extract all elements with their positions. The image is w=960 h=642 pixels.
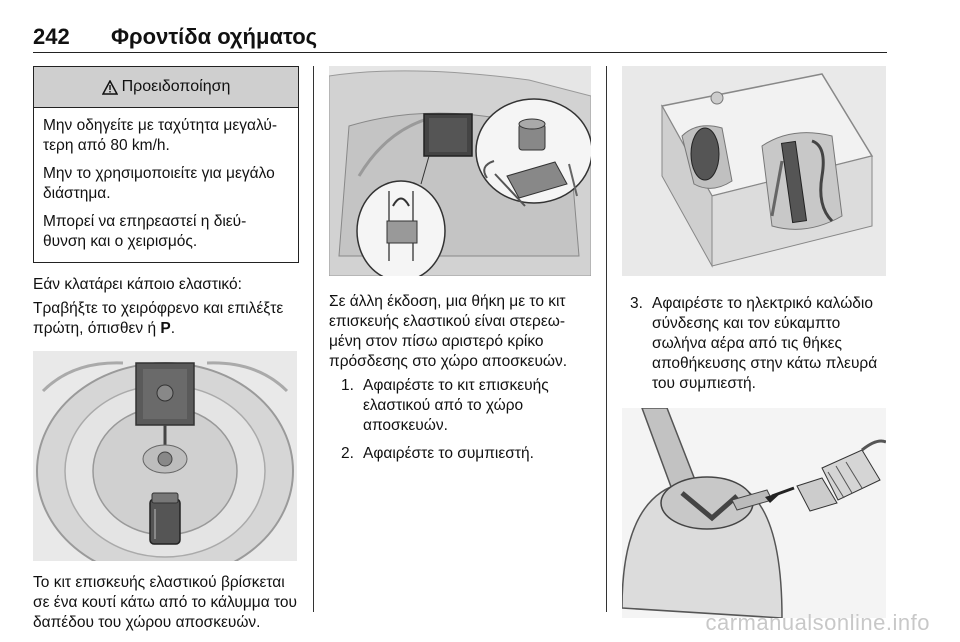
step-number: 3. [630, 295, 643, 312]
alt-version-paragraph: Σε άλλη έκδοση, μια θήκη με το κιτ επισκευής ελαστικού είναι στερεω- μένη στον πίσω αριστερό κρίκο πρόσδεσης στο χώρο αποσκευών. [329, 293, 568, 370]
page-title: Φροντίδα οχήματος [111, 24, 318, 49]
instruction-gear: P [160, 320, 171, 337]
steps-list [622, 294, 886, 394]
warning-icon [102, 80, 118, 95]
warning-line: Μπορεί να επηρεαστεί η διεύ- θυνση και ο χειρισμός. [43, 213, 247, 250]
step-text: Αφαιρέστε το κιτ επισκευής ελαστικού από το χώρο αποσκευών. [363, 377, 549, 434]
list-item [341, 376, 591, 436]
warning-body [34, 108, 298, 262]
watermark: carmanualsonline.info [705, 610, 930, 635]
instruction-text [33, 299, 299, 339]
page-header [33, 22, 887, 53]
warning-header [34, 67, 298, 108]
steps-list [329, 376, 591, 464]
warning-box [33, 66, 299, 263]
intro-text: Εάν κλατάρει κάποιο ελαστικό: [33, 276, 242, 293]
image-caption: Το κιτ επισκευής ελαστικού βρίσκεται σε ένα κουτί κάτω από το κάλυμμα του δαπέδου του χώρου αποσκευών. [33, 574, 297, 631]
hose-connection-illustration [622, 408, 886, 618]
step-number: 2. [341, 445, 354, 462]
column-divider [606, 66, 607, 612]
step-text: Αφαιρέστε το ηλεκτρικό καλώδιο σύνδεσης και τον εύκαμπτο σωλήνα αέρα από τις θήκες αποθήκευσης στην κάτω πλευρά του συμπιεστή. [652, 295, 878, 392]
list-item [341, 444, 591, 464]
column-2 [329, 66, 591, 464]
spare-wheel-well-illustration [33, 351, 297, 561]
warning-line: Μην το χρησιμοποιείτε για μεγάλο διάστημα. [43, 165, 275, 202]
list-item [630, 294, 886, 394]
warning-line: Μην οδηγείτε με ταχύτητα μεγαλύ- τερη από 80 km/h. [43, 117, 278, 154]
column-1 [33, 66, 299, 633]
compressor-underside-illustration [622, 66, 886, 276]
column-divider [313, 66, 314, 612]
instruction-suffix: . [170, 320, 176, 337]
column-3 [622, 66, 886, 618]
page-number: 242 [33, 24, 70, 49]
step-text: Αφαιρέστε το συμπιεστή. [363, 445, 534, 462]
trunk-kit-illustration [329, 66, 591, 276]
warning-title: Προειδοποίηση [121, 78, 231, 95]
step-number: 1. [341, 377, 354, 394]
instruction-prefix: Τραβήξτε το χειρόφρενο και επιλέξτε πρώτη, όπισθεν ή [33, 300, 284, 337]
